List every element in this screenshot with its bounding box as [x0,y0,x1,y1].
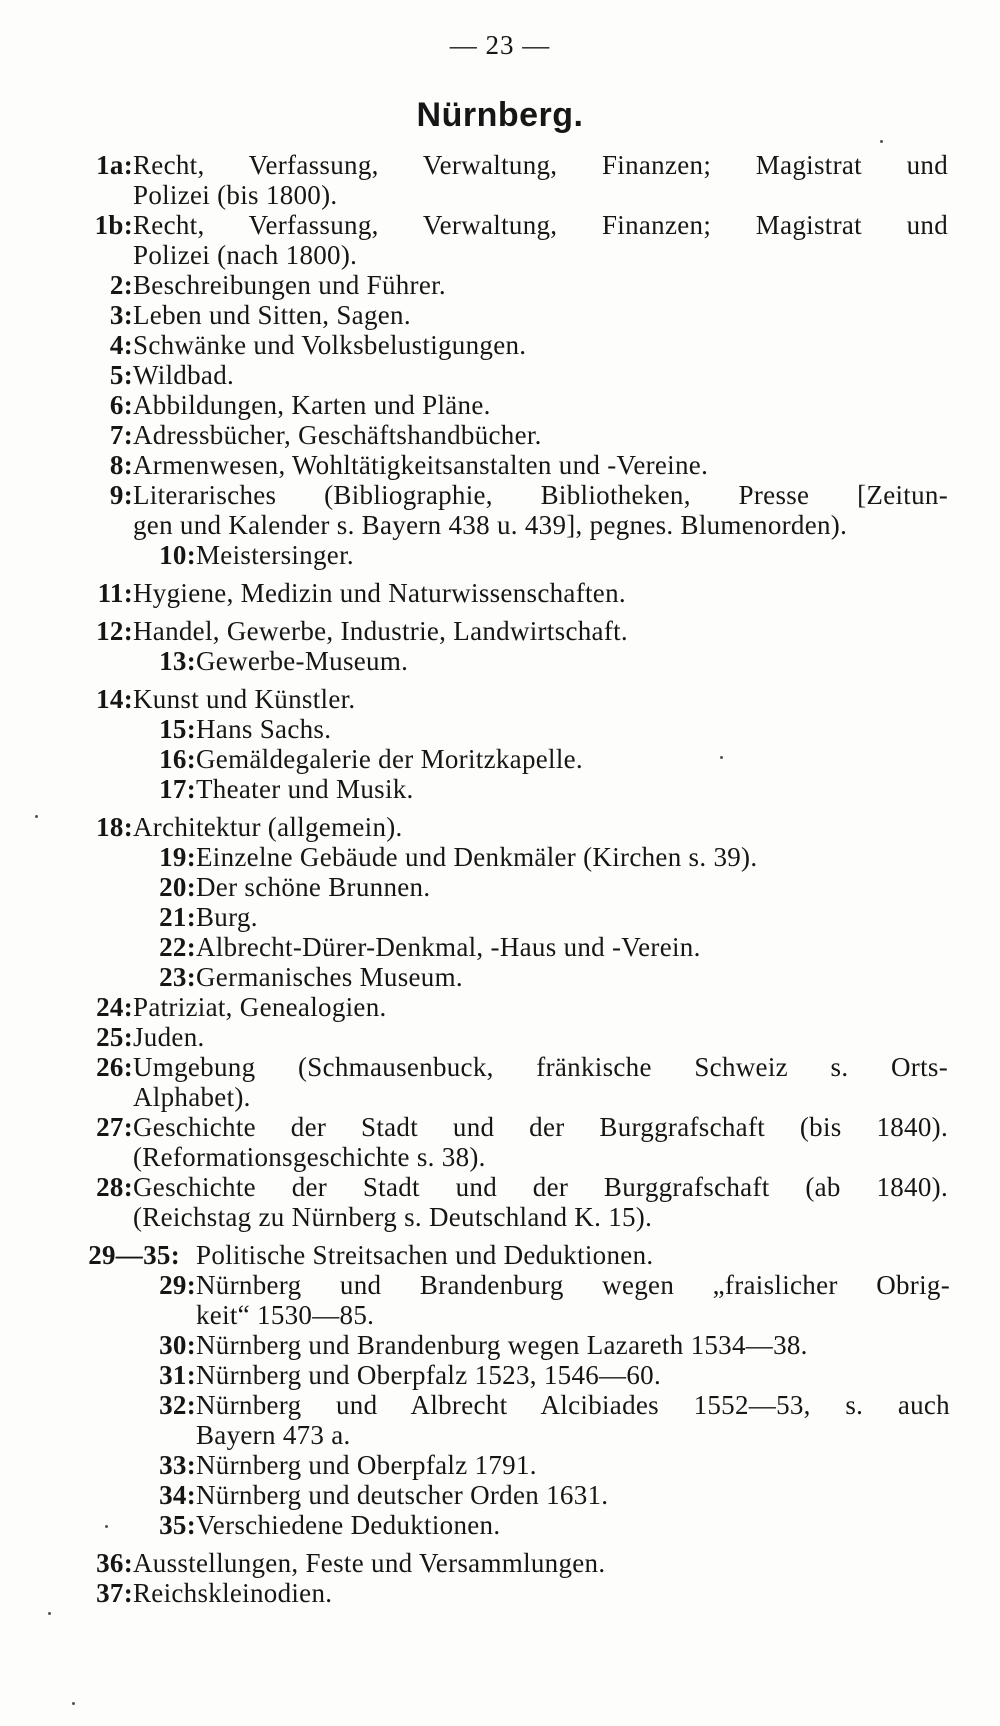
index-entry [0,1240,1000,1270]
index-list [0,150,1000,1608]
index-subentry [0,1270,1000,1330]
scan-speck [105,1525,108,1528]
index-entry [0,1022,1000,1052]
entry-text: Hans Sachs. [196,714,332,744]
entry-text: Patriziat, Genealogien. [133,992,387,1022]
entry-text: Adressbücher, Geschäftshandbücher. [133,420,542,450]
index-subentry [0,1360,1000,1390]
entry-number: 35: [159,1510,196,1540]
entry-number: 1b: [94,210,133,240]
scan-speck [880,140,883,143]
index-entry [0,270,1000,300]
entry-number: 1a: [96,150,133,180]
entry-number: 30: [159,1330,196,1360]
entry-number: 20: [159,872,196,902]
entry-text: Verschiedene Deduktionen. [196,1510,501,1540]
index-entry [0,450,1000,480]
entry-text: Handel, Gewerbe, Industrie, Landwirtschaft. [133,616,628,646]
entry-text: Meistersinger. [196,540,354,570]
entry-text: Abbildungen, Karten und Pläne. [133,390,491,420]
entry-number: 22: [159,932,196,962]
index-entry [0,616,1000,646]
entry-text: Literarisches (Bibliographie, Bibliotheken, Presse [Zeitun- [133,480,948,510]
entry-number: 26: [96,1052,133,1082]
entry-text: Armenwesen, Wohltätigkeitsanstalten und -Vereine. [133,450,709,480]
entry-text: Kunst und Künstler. [133,684,356,714]
entry-text: Nürnberg und Brandenburg wegen Lazareth 1534—38. [196,1330,808,1360]
index-subentry [0,714,1000,744]
entry-text-continued: (Reichstag zu Nürnberg s. Deutschland K. 15). [133,1202,653,1232]
page-title: Nürnberg. [416,96,584,134]
page-number: — 23 — [449,30,551,60]
entry-number: 2: [109,270,133,300]
entry-number: 3: [109,300,133,330]
index-subentry [0,1510,1000,1540]
entry-text: Leben und Sitten, Sagen. [133,300,411,330]
entry-text: Umgebung (Schmausenbuck, fränkische Schweiz s. Orts- [133,1052,948,1082]
entry-number: 6: [109,390,133,420]
entry-text: Recht, Verfassung, Verwaltung, Finanzen; Magistrat und [133,150,948,180]
entry-text: Gewerbe-Museum. [196,646,409,676]
index-subentry [0,540,1000,570]
entry-text-continued: gen und Kalender s. Bayern 438 u. 439], pegnes. Blumenorden). [133,510,848,540]
entry-text: Theater und Musik. [196,774,414,804]
entry-text-continued: keit“ 1530—85. [196,1300,375,1330]
entry-text: Burg. [196,902,258,932]
entry-number: 21: [159,902,196,932]
scan-speck [48,1612,51,1615]
index-entry [0,1578,1000,1608]
entry-text: Architektur (allgemein). [133,812,403,842]
entry-number: 25: [96,1022,133,1052]
index-subentry [0,744,1000,774]
entry-number: 15: [159,714,196,744]
entry-text: Albrecht-Dürer-Denkmal, -Haus und -Verein. [196,932,701,962]
entry-text: Recht, Verfassung, Verwaltung, Finanzen; Magistrat und [133,210,948,240]
index-subentry [0,774,1000,804]
scan-speck [720,756,723,759]
entry-number: 23: [159,962,196,992]
index-subentry [0,872,1000,902]
entry-number: 37: [96,1578,133,1608]
entry-number: 11: [97,578,133,608]
entry-text: Wildbad. [133,360,235,390]
entry-number: 8: [109,450,133,480]
index-entry [0,1548,1000,1578]
scan-speck [35,815,38,818]
index-entry [0,420,1000,450]
index-entry [0,300,1000,330]
entry-number: 17: [159,774,196,804]
index-entry [0,1112,1000,1172]
index-subentry [0,962,1000,992]
entry-text: Juden. [133,1022,205,1052]
entry-number: 16: [159,744,196,774]
entry-text: Hygiene, Medizin und Naturwissenschaften. [133,578,626,608]
entry-text: Politische Streitsachen und Deduktionen. [196,1240,654,1270]
entry-number: 7: [109,420,133,450]
entry-number: 33: [159,1450,196,1480]
entry-text-continued: (Reformationsgeschichte s. 38). [133,1142,486,1172]
entry-number: 29—35: [88,1240,180,1270]
index-subentry [0,1480,1000,1510]
entry-number: 19: [159,842,196,872]
index-entry [0,578,1000,608]
entry-text: Schwänke und Volksbelustigungen. [133,330,527,360]
index-entry [0,150,1000,210]
index-entry [0,210,1000,270]
index-subentry [0,646,1000,676]
index-entry [0,812,1000,842]
entry-number: 9: [109,480,133,510]
entry-text: Nürnberg und deutscher Orden 1631. [196,1480,609,1510]
entry-text: Nürnberg und Albrecht Alcibiades 1552—53, s. auch [196,1390,950,1420]
entry-text-continued: Alphabet). [133,1082,251,1112]
entry-number: 27: [96,1112,133,1142]
index-entry [0,360,1000,390]
entry-number: 31: [159,1360,196,1390]
entry-text: Geschichte der Stadt und der Burggrafschaft (ab 1840). [133,1172,948,1202]
index-subentry [0,842,1000,872]
entry-text: Nürnberg und Oberpfalz 1523, 1546—60. [196,1360,662,1390]
index-subentry [0,932,1000,962]
index-entry [0,992,1000,1022]
index-entry [0,1172,1000,1232]
entry-text: Einzelne Gebäude und Denkmäler (Kirchen s. 39). [196,842,758,872]
entry-number: 29: [159,1270,196,1300]
entry-text: Der schöne Brunnen. [196,872,431,902]
entry-number: 32: [159,1390,196,1420]
entry-number: 12: [96,616,133,646]
entry-number: 5: [109,360,133,390]
index-subentry [0,1450,1000,1480]
entry-text: Gemäldegalerie der Moritzkapelle. [196,744,583,774]
entry-text: Geschichte der Stadt und der Burggrafschaft (bis 1840). [133,1112,948,1142]
entry-number: 24: [96,992,133,1022]
entry-number: 18: [96,812,133,842]
entry-number: 14: [96,684,133,714]
index-subentry [0,902,1000,932]
entry-text: Ausstellungen, Feste und Versammlungen. [133,1548,606,1578]
entry-number: 34: [159,1480,196,1510]
entry-text: Beschreibungen und Führer. [133,270,446,300]
entry-number: 4: [109,330,133,360]
index-entry [0,330,1000,360]
entry-number: 28: [96,1172,133,1202]
entry-text-continued: Polizei (nach 1800). [133,240,358,270]
index-subentry [0,1390,1000,1450]
entry-text: Reichskleinodien. [133,1578,333,1608]
index-entry [0,684,1000,714]
index-subentry [0,1330,1000,1360]
index-entry [0,390,1000,420]
index-entry [0,480,1000,540]
entry-text: Nürnberg und Oberpfalz 1791. [196,1450,537,1480]
index-entry [0,1052,1000,1112]
entry-number: 13: [159,646,196,676]
entry-text-continued: Polizei (bis 1800). [133,180,338,210]
entry-text-continued: Bayern 473 a. [196,1420,351,1450]
entry-text: Nürnberg und Brandenburg wegen „fraislicher Obrig- [196,1270,950,1300]
entry-text: Germanisches Museum. [196,962,463,992]
entry-number: 36: [96,1548,133,1578]
scan-speck [72,1702,75,1705]
entry-number: 10: [159,540,196,570]
